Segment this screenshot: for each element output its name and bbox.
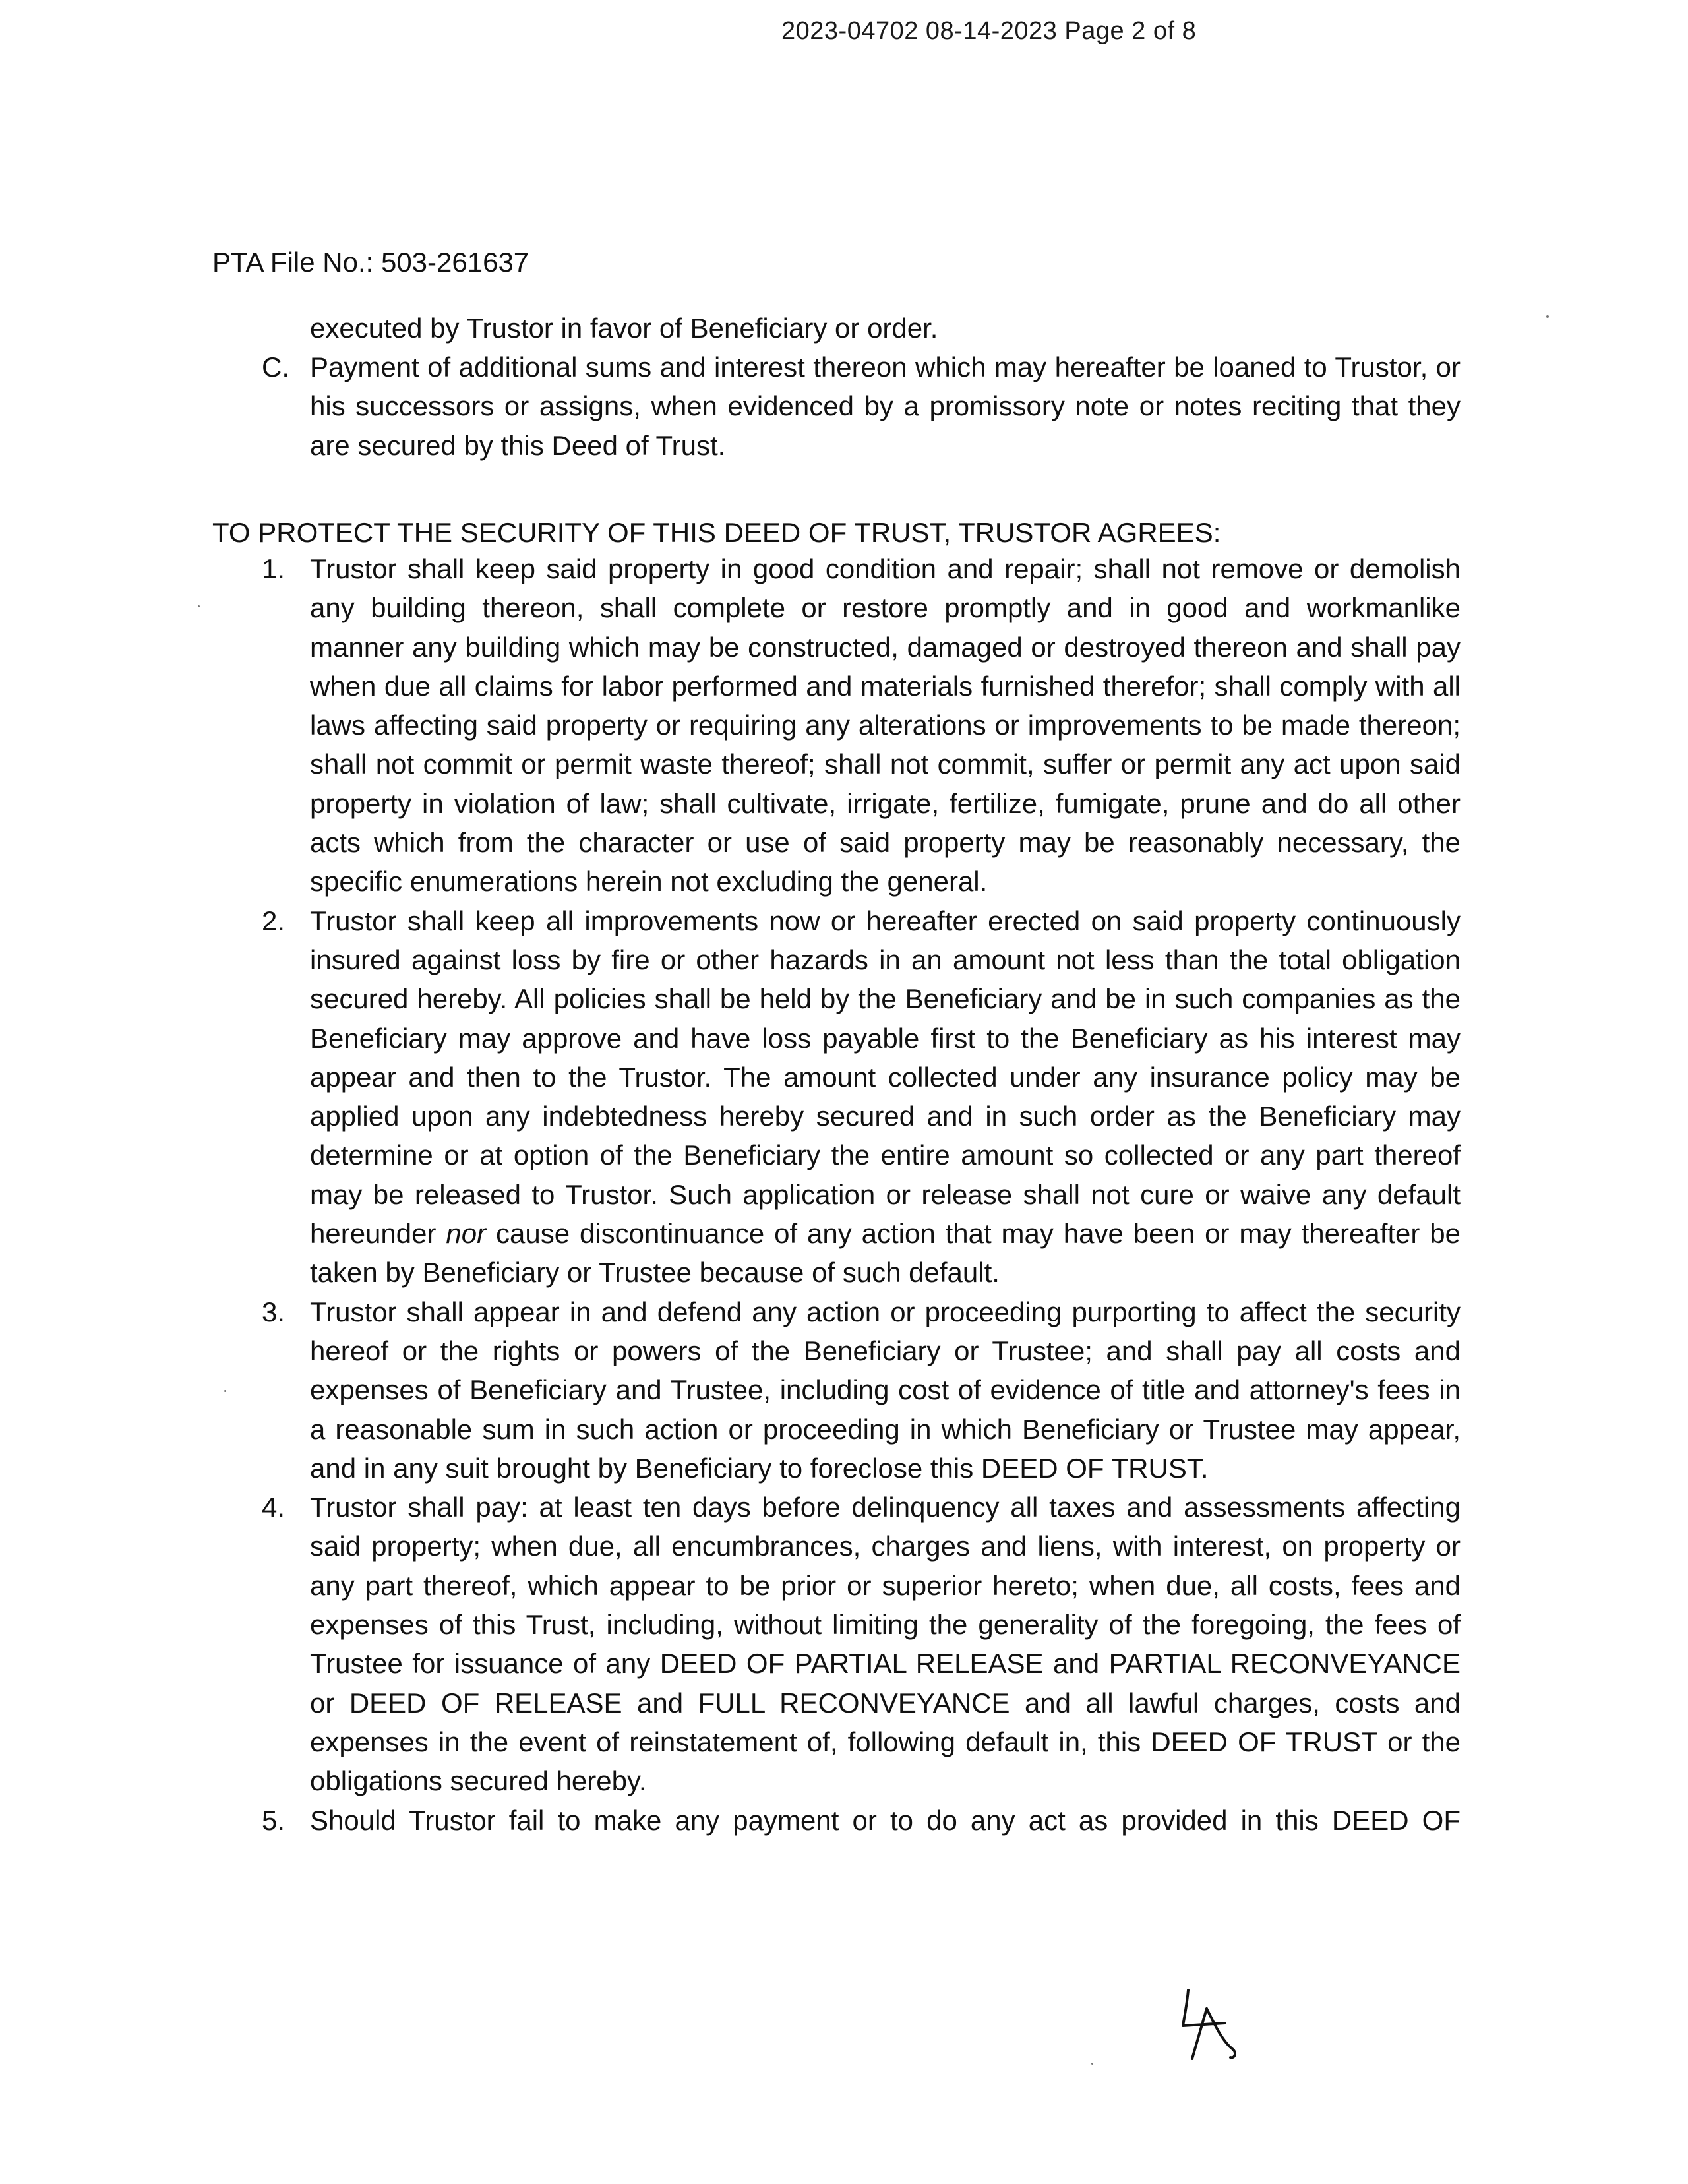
list-number-1: 1. xyxy=(262,553,286,584)
list-item-5-text: Should Trustor fail to make any payment or to do any act as provided in this DEED OF xyxy=(310,1804,1461,1836)
list-number-3: 3. xyxy=(262,1296,286,1327)
list-item-c xyxy=(262,348,1461,465)
list-item-2-text-part1: Trustor shall keep all improvements now or hereafter erected on said property continuously insured against loss by fire or other hazards in an amount not less than the total obligation secured hereby. All policies shall be held by the Beneficiary and be in such companies as the Beneficiary may approve and have loss payable first to the Beneficiary as his interest may appear and then to the Trustor. The amount collected under any insurance policy may be applied upon any indebtedness hereby secured and in such order as the Beneficiary may determine or at option of the Beneficiary the entire amount so collected or any part thereof may be released to Trustor. Such application or release shall not cure or waive any default hereunder xyxy=(310,905,1461,1250)
list-number-2: 2. xyxy=(262,905,286,936)
emphasized-word: nor xyxy=(446,1218,487,1250)
list-item-2 xyxy=(262,901,1461,1292)
list-item-1 xyxy=(262,549,1461,901)
list-marker-c: C. xyxy=(262,351,289,382)
list-item-c-text: Payment of additional sums and interest thereon which may hereafter be loaned to Trustor, or his successors or assigns, when evidenced by a promissory note or notes reciting that they are secured by this Deed of Trust. xyxy=(310,351,1461,461)
list-item-2-text xyxy=(310,901,1461,1292)
list-item-5 xyxy=(262,1801,1461,1840)
list-number-4: 4. xyxy=(262,1492,286,1523)
scan-speck xyxy=(1546,315,1549,318)
file-number: PTA File No.: 503-261637 xyxy=(212,247,529,278)
list-item-2-text-part2: cause discontinuance of any action that may have been or may thereafter be taken by Beneficiary or Trustee because of such default. xyxy=(310,1218,1461,1289)
scan-speck xyxy=(1091,2063,1093,2065)
list-item-3-text: Trustor shall appear in and defend any action or proceeding purporting to affect the security hereof or the rights or powers of the Beneficiary or Trustee; and shall pay all costs and expenses of Beneficiary and Trustee, including cost of evidence of title and attorney's fees in a reasonable sum in such action or proceeding in which Beneficiary or Trustee may appear, and in any suit brought by Beneficiary to foreclose this DEED OF TRUST. xyxy=(310,1296,1461,1484)
list-item-1-text: Trustor shall keep said property in good condition and repair; shall not remove or demolish any building thereon, shall complete or restore promptly and in good and workmanlike manner any building which may be constructed, damaged or destroyed thereon and shall pay when due all claims for labor performed and materials furnished therefor; shall comply with all laws affecting said property or requiring any alterations or improvements to be made thereon; shall not commit or permit waste thereof; shall not commit, suffer or permit any act upon said property in violation of law; shall cultivate, irrigate, fertilize, fumigate, prune and do all other acts which from the character or use of said property may be reasonably necessary, the specific enumerations herein not excluding the general. xyxy=(310,553,1461,897)
list-item-3 xyxy=(262,1292,1461,1488)
scan-speck xyxy=(198,605,200,607)
list-number-5: 5. xyxy=(262,1804,286,1836)
covenants-list xyxy=(262,549,1461,1840)
handwritten-initials-icon xyxy=(1174,1985,1246,2064)
list-item-4-text: Trustor shall pay: at least ten days before delinquency all taxes and assessments affecting said property; when due, all encumbrances, charges and liens, with interest, on property or any part thereof, which appear to be prior or superior hereto; when due, all costs, fees and expenses of this Trust, including, without limiting the generality of the foregoing, the fees of Trustee for issuance of any DEED OF PARTIAL RELEASE and PARTIAL RECONVEYANCE or DEED OF RELEASE and FULL RECONVEYANCE and all lawful charges, costs and expenses in the event of reinstatement of, following default in, this DEED OF TRUST or the obligations secured hereby. xyxy=(310,1492,1461,1797)
scan-speck xyxy=(224,1390,226,1392)
list-item-4 xyxy=(262,1488,1461,1800)
recording-stamp: 2023-04702 08-14-2023 Page 2 of 8 xyxy=(781,17,1197,45)
intro-continuation xyxy=(310,309,1461,348)
section-heading: TO PROTECT THE SECURITY OF THIS DEED OF TRUST, TRUSTOR AGREES: xyxy=(212,517,1221,548)
continuation-line: executed by Trustor in favor of Beneficiary or order. xyxy=(310,313,938,344)
